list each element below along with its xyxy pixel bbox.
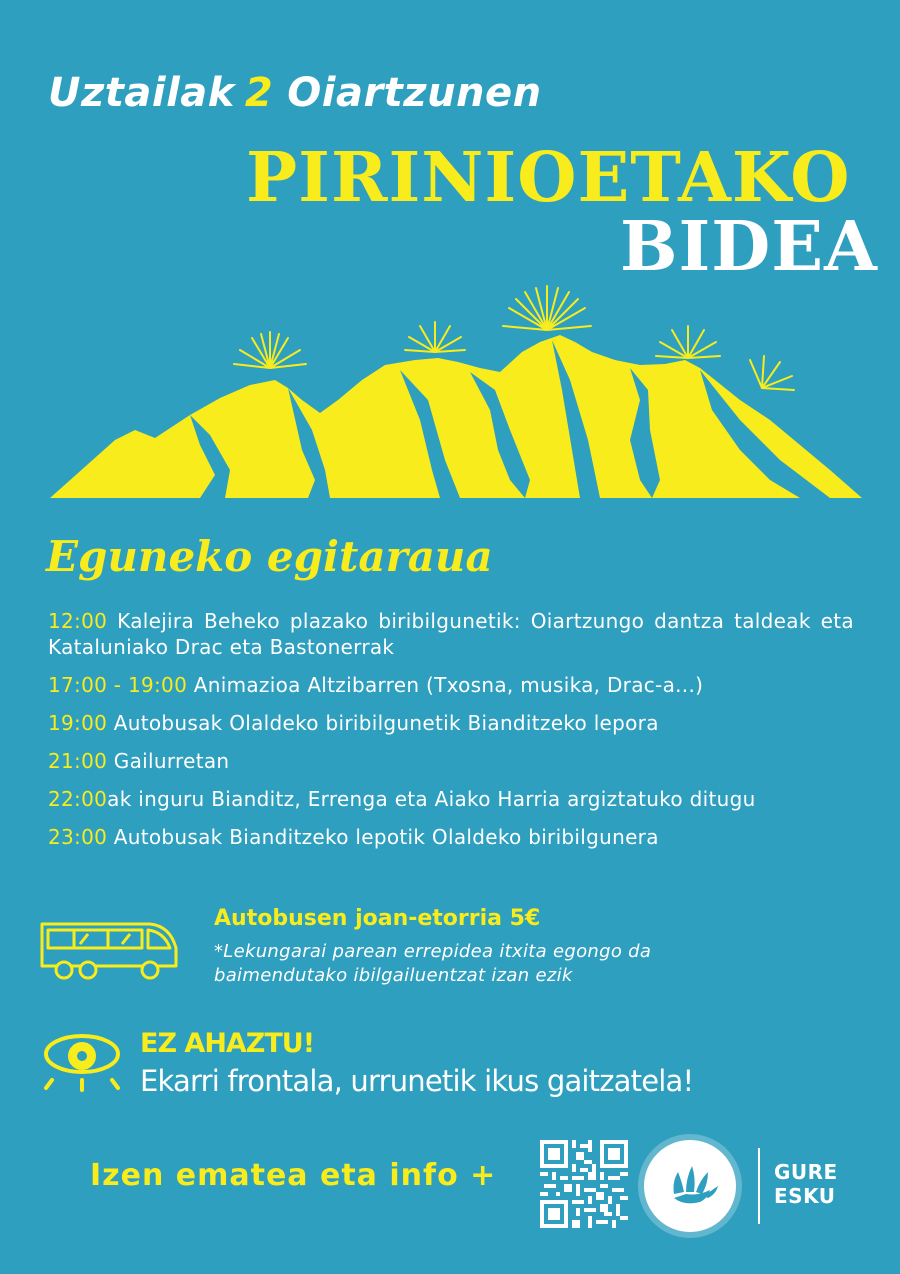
schedule-item: [48, 608, 854, 660]
schedule-time: 12:00: [48, 609, 108, 633]
program-heading: Eguneko egitaraua: [46, 532, 493, 581]
bus-road-note: *Lekungarai parean errepidea itxita egongo da baimendutako ibilgailuentzat izan ezik: [214, 941, 652, 986]
schedule-time: 22:00: [48, 787, 108, 811]
title-line-1: PIRINIOETAKO: [246, 138, 851, 218]
date-number: 2: [244, 70, 274, 116]
schedule-item: [48, 786, 854, 812]
wordmark-line-2: ESKU: [774, 1184, 836, 1208]
hand-icon: [644, 1140, 736, 1232]
date-label: Uztailak: [48, 70, 235, 116]
schedule-item: [48, 672, 854, 698]
schedule-time: 17:00 - 19:00: [48, 673, 188, 697]
schedule-text: Kalejira Beheko plazako biribilgunetik: Oiartzungo dantza taldeak eta Kataluniako Drac eta Bastonerrak: [48, 609, 854, 659]
schedule-item: [48, 710, 854, 736]
mountains-illustration: [40, 280, 870, 505]
bus-price-title: Autobusen joan-etorria 5€: [214, 906, 541, 931]
gure-esku-logo: [644, 1140, 736, 1232]
schedule-text: Gailurretan: [107, 749, 230, 773]
logo-divider: [758, 1148, 760, 1224]
title-line-2: BIDEA: [620, 207, 878, 287]
schedule-item: [48, 824, 854, 850]
schedule-time: 23:00: [48, 825, 108, 849]
bus-icon: [38, 918, 180, 982]
qr-code[interactable]: [540, 1140, 628, 1228]
schedule-text: Autobusak Olaldeko biribilgunetik Bianditzeko lepora: [107, 711, 659, 735]
schedule-list: [48, 608, 854, 862]
schedule-time: 21:00: [48, 749, 108, 773]
schedule-item: [48, 748, 854, 774]
headlamp-icon: [42, 1026, 128, 1096]
reminder-text: Ekarri frontala, urrunetik ikus gaitzatela!: [140, 1064, 694, 1098]
schedule-text: ak inguru Bianditz, Errenga eta Aiako Harria argiztatuko ditugu: [107, 787, 756, 811]
schedule-time: 19:00: [48, 711, 108, 735]
schedule-text: Animazioa Altzibarren (Txosna, musika, Drac-a...): [187, 673, 704, 697]
registration-info: Izen ematea eta info +: [90, 1158, 497, 1193]
schedule-text: Autobusak Bianditzeko lepotik Olaldeko biribilgunera: [107, 825, 659, 849]
location-label: Oiartzunen: [287, 70, 542, 116]
gure-esku-wordmark: [774, 1160, 838, 1208]
reminder-title: EZ AHAZTU!: [140, 1028, 315, 1059]
wordmark-line-1: GURE: [774, 1160, 838, 1184]
event-date-line: [48, 70, 542, 116]
